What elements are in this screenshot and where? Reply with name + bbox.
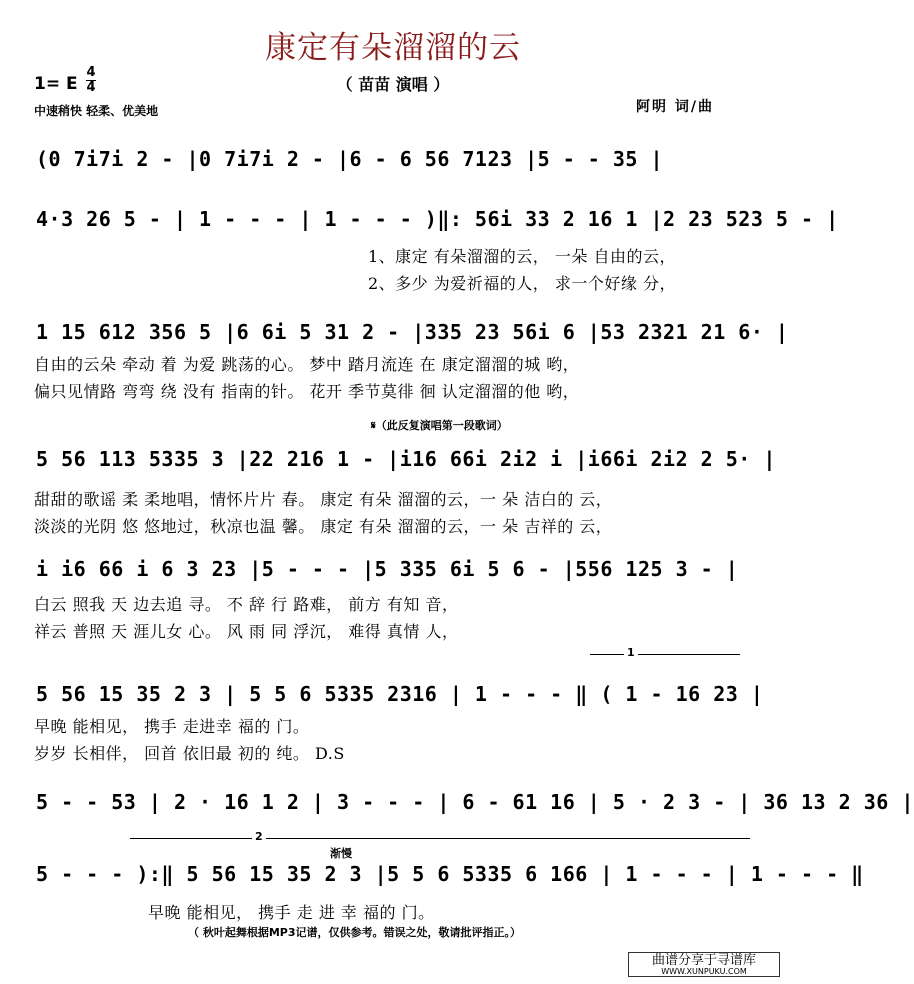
lyrics-row-3-verse-1: 自由的云朵 牵动 着 为爱 跳荡的心。 梦中 踏月流连 在 康定溜溜的城 哟， [34, 355, 580, 374]
lyricist-composer: 阿明 词/曲 [636, 99, 714, 115]
volta-2-bracket [130, 838, 750, 839]
volta-2-label: 2 [252, 830, 266, 843]
melody-row-6: 5 56 15 35 2 3 | 5 5 6 5335 2316 | 1 - - - ‖ ( 1 - 16 23 | [36, 682, 764, 706]
lyrics-row-8-verse-1: 早晚 能相见， 携手 走 进 幸 福的 门。 [148, 903, 435, 922]
watermark-url: WWW.XUNPUKU.COM [661, 967, 747, 976]
time-signature-top: 4 [86, 65, 96, 80]
site-watermark [628, 952, 780, 977]
time-signature-bottom: 4 [86, 80, 96, 95]
melody-row-7: 5 - - 53 | 2 · 16 1 2 | 3 - - - | 6 - 61 16 | 5 · 2 3 - | 36 13 2 36 | [36, 790, 914, 814]
lyrics-row-2-verse-1: 1、康定 有朵溜溜的云， 一朵 自由的云， [368, 247, 676, 266]
tempo-marking: 中速稍快 轻柔、优美地 [34, 104, 159, 118]
melody-row-3: 1 15 612 356 5 |6 6i 5 31 2 - |335 23 56i 6 |53 2321 21 6· | [36, 320, 789, 344]
lyrics-row-5-verse-2: 祥云 普照 天 涯儿女 心。 风 雨 同 浮沉， 难得 真情 人， [34, 622, 459, 641]
singer-credit: （ 苗苗 演唱 ） [336, 75, 450, 94]
lyrics-row-5-verse-1: 白云 照我 天 边去追 寻。 不 辞 行 路难， 前方 有知 音， [34, 595, 459, 614]
segno-note: 𝄋（此反复演唱第一段歌词） [371, 419, 508, 432]
song-title: 康定有朵溜溜的云 [265, 30, 521, 66]
key-signature: 1= E [34, 74, 78, 94]
melody-row-2: 4·3 26 5 - | 1 - - - | 1 - - - )‖: 56i 33 2 16 1 |2 23 523 5 - | [36, 207, 839, 231]
lyrics-row-4-verse-1: 甜甜的歌谣 柔 柔地唱，情怀片片 春。 康定 有朵 溜溜的云，一 朵 洁白的 云， [34, 490, 613, 509]
melody-row-8: 5 - - - ):‖ 5 56 15 35 2 3 |5 5 6 5335 6 166 | 1 - - - | 1 - - - ‖ [36, 862, 864, 886]
lyrics-row-6-verse-2: 岁岁 长相伴， 回首 依旧最 初的 纯。 D.S [34, 744, 345, 763]
transcription-note: （ 秋叶起舞根据MP3记谱，仅供参考。错误之处，敬请批评指正。） [188, 926, 521, 939]
time-signature [86, 66, 96, 95]
melody-row-1: (0 7i7i 2 - |0 7i7i 2 - |6 - 6 56 7123 |5 - - 35 | [36, 147, 664, 171]
lyrics-row-6-verse-1: 早晚 能相见， 携手 走进幸 福的 门。 [34, 717, 310, 736]
melody-row-4: 5 56 113 5335 3 |22 216 1 - |i16 66i 2i2 i |i66i 2i2 2 5· | [36, 447, 776, 471]
volta-1-label: 1 [624, 646, 638, 659]
melody-row-5: i i6 66 i 6 3 23 |5 - - - |5 335 6i 5 6 - |556 125 3 - | [36, 557, 739, 581]
watermark-text: 曲谱分享于寻谱库 [651, 953, 756, 968]
ritardando-marking: 渐慢 [330, 847, 352, 860]
volta-1-bracket [590, 654, 740, 655]
lyrics-row-2-verse-2: 2、多少 为爱祈福的人， 求一个好缘 分， [368, 274, 676, 293]
lyrics-row-3-verse-2: 偏只见情路 弯弯 绕 没有 指南的针。 花开 季节莫徘 徊 认定溜溜的他 哟， [34, 382, 580, 401]
lyrics-row-4-verse-2: 淡淡的光阴 悠 悠地过，秋凉也温 馨。 康定 有朵 溜溜的云，一 朵 吉祥的 云， [34, 517, 613, 536]
